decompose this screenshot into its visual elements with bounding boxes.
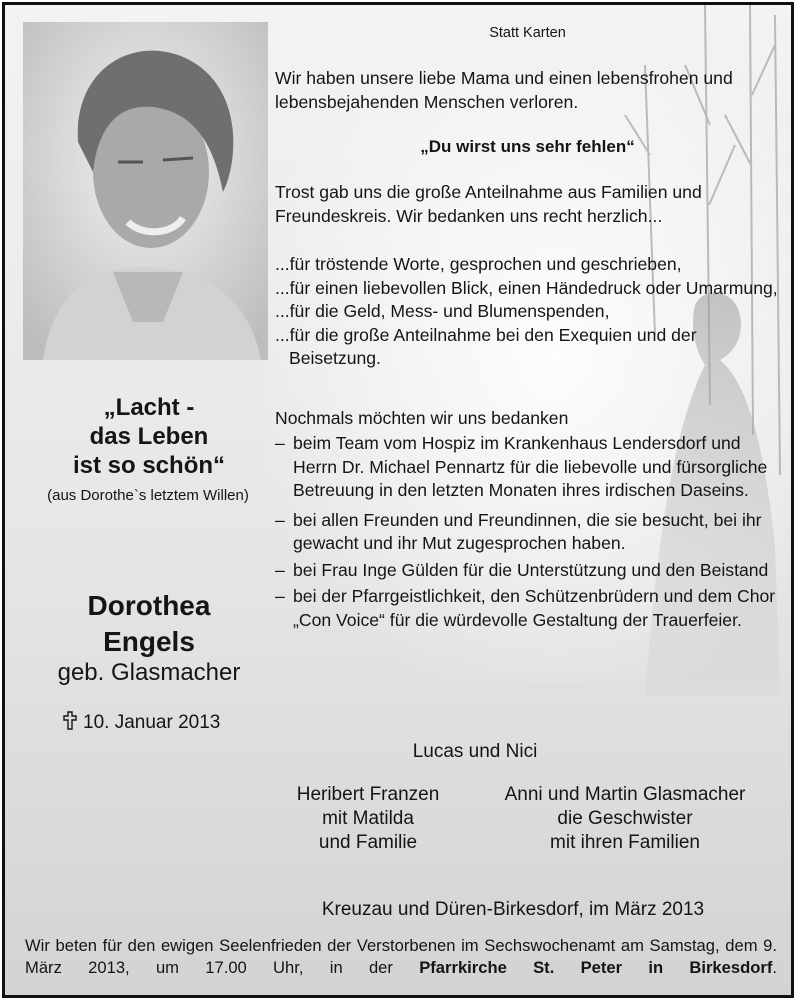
signature-line: und Familie bbox=[318, 832, 418, 853]
list-item: – bei Frau Inge Gülden für die Unterstützung und den Beistand bbox=[275, 559, 780, 583]
signature-left bbox=[273, 783, 463, 855]
portrait-photo bbox=[23, 22, 268, 360]
motto-source: (aus Dorothe`s letztem Willen) bbox=[47, 487, 249, 504]
list-item: ...für die große Anteilnahme bei den Exequien und der Beisetzung. bbox=[275, 324, 697, 368]
place-date: Kreuzau und Düren-Birkesdorf, im März 2013 bbox=[321, 899, 705, 920]
obituary-notice bbox=[2, 2, 794, 998]
death-date-line bbox=[63, 711, 220, 734]
signature-line: mit ihren Familien bbox=[550, 832, 700, 853]
dash-list bbox=[275, 432, 780, 632]
motto-line-3: ist so schön“ bbox=[72, 452, 226, 479]
signature-line: mit Matilda bbox=[322, 808, 414, 829]
list-item: ...für tröstende Worte, gesprochen und geschrieben, bbox=[275, 254, 682, 274]
list-item: ...für die Geld, Mess- und Blumenspenden, bbox=[275, 301, 610, 321]
signature-line: Anni und Martin Glasmacher bbox=[504, 784, 746, 805]
mass-announcement bbox=[25, 935, 777, 979]
signature-line: Heribert Franzen bbox=[296, 784, 440, 805]
trost-text: Trost gab uns die große Anteilnahme aus Familien und Freundeskreis. Wir bedanken uns recht herzlich... bbox=[275, 182, 702, 226]
deceased-name bbox=[25, 588, 273, 660]
list-item: – bei der Pfarrgeistlichkeit, den Schützenbrüdern und dem Chor „Con Voice“ für die würdevolle Gestaltung der Trauerfeier. bbox=[275, 585, 780, 632]
birth-name: geb. Glasmacher bbox=[57, 659, 241, 686]
footer-text: Wir beten für den ewigen Seelenfrieden der Verstorbenen im Sechswochenamt am Samstag, dem 9. März 2013, um 17.00 Uhr, in der bbox=[25, 936, 777, 977]
intro-text: Wir haben unsere liebe Mama und einen lebensfrohen und lebensbejahenden Menschen verloren. bbox=[275, 68, 733, 112]
list-item: – beim Team vom Hospiz im Krankenhaus Lendersdorf und Herrn Dr. Michael Pennartz für die liebevolle und fürsorgliche Betreuung in den letzten Monaten ihres irdischen Daseins. bbox=[275, 432, 780, 503]
motto-line-2: das Leben bbox=[89, 423, 209, 450]
first-name: Dorothea bbox=[87, 590, 211, 621]
church-name: Pfarrkirche St. Peter in Birkesdorf bbox=[419, 958, 773, 977]
children-signature: Lucas und Nici bbox=[412, 741, 538, 762]
list-item: ...für einen liebevollen Blick, einen Händedruck oder Umarmung, bbox=[275, 277, 778, 298]
death-date: 10. Januar 2013 bbox=[83, 712, 221, 733]
motto-quote bbox=[25, 393, 273, 480]
signature-right bbox=[475, 783, 775, 855]
main-quote: „Du wirst uns sehr fehlen“ bbox=[420, 137, 635, 156]
nochmals-text: Nochmals möchten wir uns bedanken bbox=[275, 408, 569, 428]
motto-line-1: „Lacht - bbox=[103, 394, 195, 421]
signature-line: die Geschwister bbox=[557, 808, 693, 829]
footer-end: . bbox=[772, 958, 777, 977]
list-item: – bei allen Freunden und Freundinnen, die sie besucht, bei ihr gewacht und ihr Mut zugesprochen haben. bbox=[275, 509, 780, 556]
cross-icon bbox=[63, 711, 77, 730]
thanks-list bbox=[275, 253, 780, 371]
last-name: Engels bbox=[103, 626, 195, 657]
statt-karten: Statt Karten bbox=[489, 25, 566, 41]
